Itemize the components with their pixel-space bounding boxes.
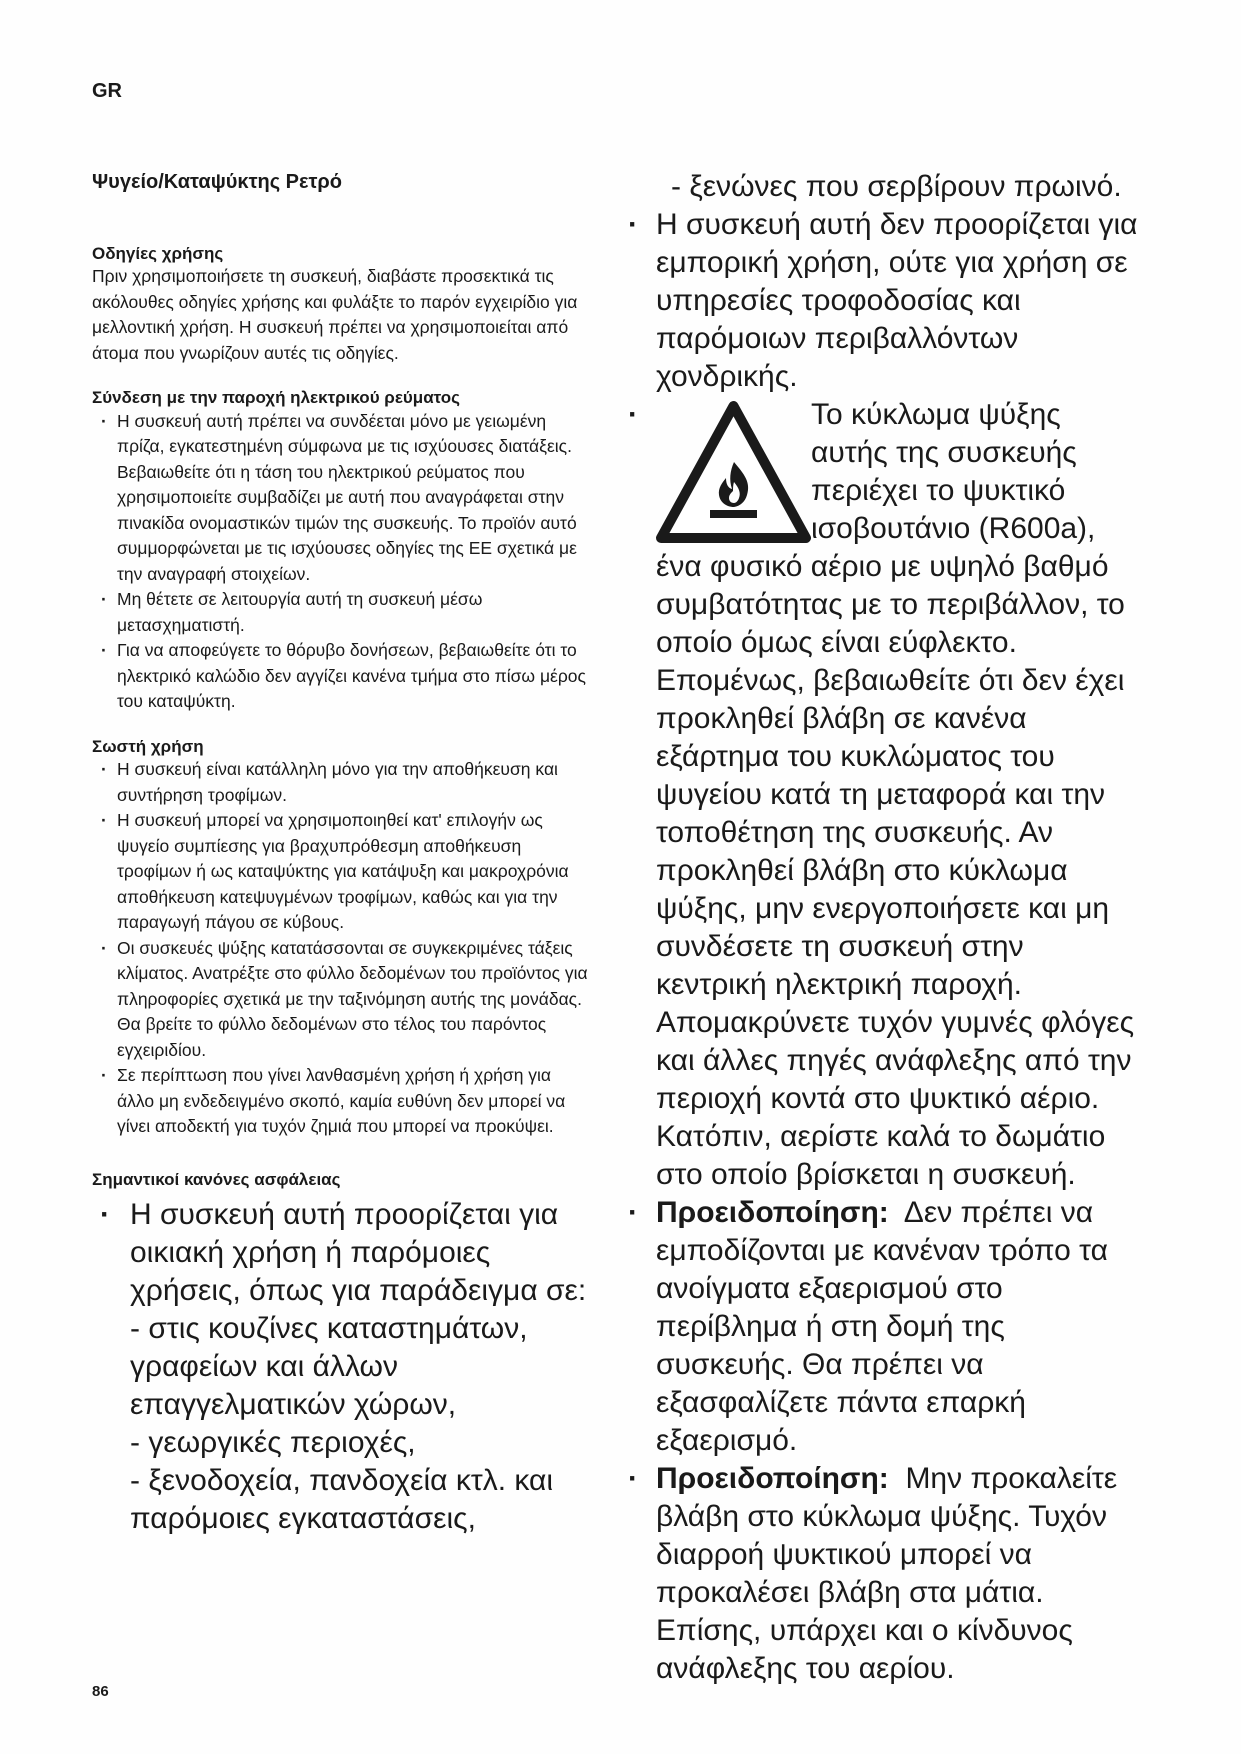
sub-item: - στις κουζίνες καταστημάτων, γραφείων και άλλων επαγγελματικών χώρων, [130, 1312, 528, 1422]
list-item: · Η συσκευή αυτή δεν προορίζεται για εμπορική χρήση, ούτε για χρήση σε υπηρεσίες τροφοδοσίας και παρόμοιων περιβαλλόντων χονδρικής. [628, 206, 1140, 396]
right-column [628, 168, 1140, 1688]
list-item: · Για να αποφεύγετε το θόρυβο δονήσεων, βεβαιωθείτε ότι το ηλεκτρικό καλώδιο δεν αγγίζει κανένα τμήμα στο πίσω μέρος του καταψύκτη. [92, 638, 592, 715]
list-item: · Μη θέτετε σε λειτουργία αυτή τη συσκευή μέσω μετασχηματιστή. [92, 587, 592, 638]
flammable-warning-icon [656, 400, 811, 543]
section-heading: Οδηγίες χρήσης [92, 244, 224, 263]
section-heading: Σημαντικοί κανόνες ασφάλειας [92, 1169, 341, 1189]
list-item: · Οι συσκευές ψύξης κατατάσσονται σε συγκεκριμένες τάξεις κλίματος. Ανατρέξτε στο φύλλο δεδομένων του προϊόντος για πληροφορίες σχετικά με την ταξινόμηση αυτής της μονάδας. Θα βρείτε το φύλλο δεδομένων στο τέλος του παρόντος εγχειριδίου. [92, 936, 592, 1064]
section-heading: Σύνδεση με την παροχή ηλεκτρικού ρεύματος [92, 388, 460, 408]
page-number: 86 [92, 1683, 109, 1700]
flammable-text: Το κύκλωμα ψύξης αυτής της συσκευής περιέχει το ψυκτικό ισοβουτάνιο (R600a), ένα φυσικό αέριο με υψηλό βαθμό συμβατότητας με το περιβάλλον, το οποίο όμως είναι εύφλεκτο. Επομένως, βεβαιωθείτε ότι δεν έχει προκληθεί βλάβη σε κανένα εξάρτημα του κυκλώματος του ψυγείου κατά τη μεταφορά και την τοποθέτηση της συσκευής. Αν προκληθεί βλάβη στο κύκλωμα ψύξης, μην ενεργοποιήσετε και μη συνδέσετε τη συσκευή στην κεντρική ηλεκτρική παροχή. Απομακρύνετε τυχόν γυμνές φλόγες και άλλες πηγές ανάφλεξης από την περιοχή κοντά στο ψυκτικό αέριο. Κατόπιν, αερίστε καλά το δωμάτιο στο οποίο βρίσκεται η συσκευή. [656, 398, 1135, 1191]
list-item: · Η συσκευή αυτή πρέπει να συνδέεται μόνο με γειωμένη πρίζα, εγκατεστημένη σύμφωνα με τις ισχύουσες διατάξεις. Βεβαιωθείτε ότι η τάση του ηλεκτρικού ρεύματος που χρησιμοποιείτε συμβαδίζει με αυτή που αναγράφεται στην πινακίδα ονομαστικών τιμών της συσκευής. Το προϊόν αυτό συμμορφώνεται με τις ισχύουσες οδηγίες της ΕΕ σχετικά με την αναγραφή στοιχείων. [92, 409, 592, 588]
section-instructions [92, 244, 592, 366]
list-item-flammable [628, 396, 1140, 1194]
bullet: · [628, 398, 638, 431]
section-use [92, 737, 592, 1140]
list-item-warning-ventilation [628, 1194, 1140, 1460]
section-safety [92, 1170, 592, 1538]
sub-item: - ξενώνες που σερβίρουν πρωινό. [671, 170, 1122, 203]
warning-text: Δεν πρέπει να εμποδίζονται με κανέναν τρόπο τα ανοίγματα εξαερισμού στο περίβλημα ή στη δομή της συσκευής. Θα πρέπει να εξασφαλίζετε πάντα επαρκή εξαερισμό. [656, 1196, 1108, 1457]
use-list [92, 757, 592, 1140]
section-heading: Σωστή χρήση [92, 736, 204, 756]
list-item: · Η συσκευή είναι κατάλληλη μόνο για την αποθήκευση και συντήρηση τροφίμων. [92, 757, 592, 808]
sub-item: - γεωργικές περιοχές, [130, 1426, 416, 1460]
list-item: · Η συσκευή μπορεί να χρησιμοποιηθεί κατ' επιλογήν ως ψυγείο συμπίεσης για βραχυπρόθεσμη αποθήκευση τροφίμων ή ως καταψύκτης για κατάψυξη και μακροχρόνια αποθήκευση κατεψυγμένων τροφίμων, καθώς και για την παραγωγή πάγου σε κύβους. [92, 808, 592, 936]
safety-list [92, 1196, 592, 1310]
power-list [92, 409, 592, 715]
warning-label: Προειδοποίηση: [656, 1196, 889, 1229]
language-code: GR [92, 80, 122, 102]
warning-text: Μην προκαλείτε βλάβη στο κύκλωμα ψύξης. Τυχόν διαρροή ψυκτικού μπορεί να προκαλέσει βλάβη στα μάτια. Επίσης, υπάρχει και ο κίνδυνος ανάφλεξης του αερίου. [656, 1462, 1118, 1685]
section-power [92, 388, 592, 714]
warning-label: Προειδοποίηση: [656, 1462, 889, 1495]
instructions-text: Πριν χρησιμοποιήσετε τη συσκευή, διαβάστε προσεκτικά τις ακόλουθες οδηγίες χρήσης και φυλάξτε το παρόν εγχειρίδιο για μελλοντική χρήση. Η συσκευή πρέπει να χρησιμοποιείται από άτομα που γνωρίζουν αυτές τις οδηγίες. [92, 266, 578, 363]
document-title: Ψυγείο/Καταψύκτης Ρετρό [92, 171, 343, 193]
list-item-warning-circuit [628, 1460, 1140, 1688]
sub-item: - ξενοδοχεία, πανδοχεία κτλ. και παρόμοιες εγκαταστάσεις, [130, 1464, 554, 1536]
list-item: · Η συσκευή αυτή προορίζεται για οικιακή χρήση ή παρόμοιες χρήσεις, όπως για παράδειγμα σε: [92, 1196, 592, 1310]
list-item: · Σε περίπτωση που γίνει λανθασμένη χρήση ή χρήση για άλλο μη ενδεδειγμένο σκοπό, καμία ευθύνη δεν μπορεί να γίνει αποδεκτή για τυχόν ζημιά που μπορεί να προκύψει. [92, 1063, 592, 1140]
left-column [92, 172, 592, 1538]
